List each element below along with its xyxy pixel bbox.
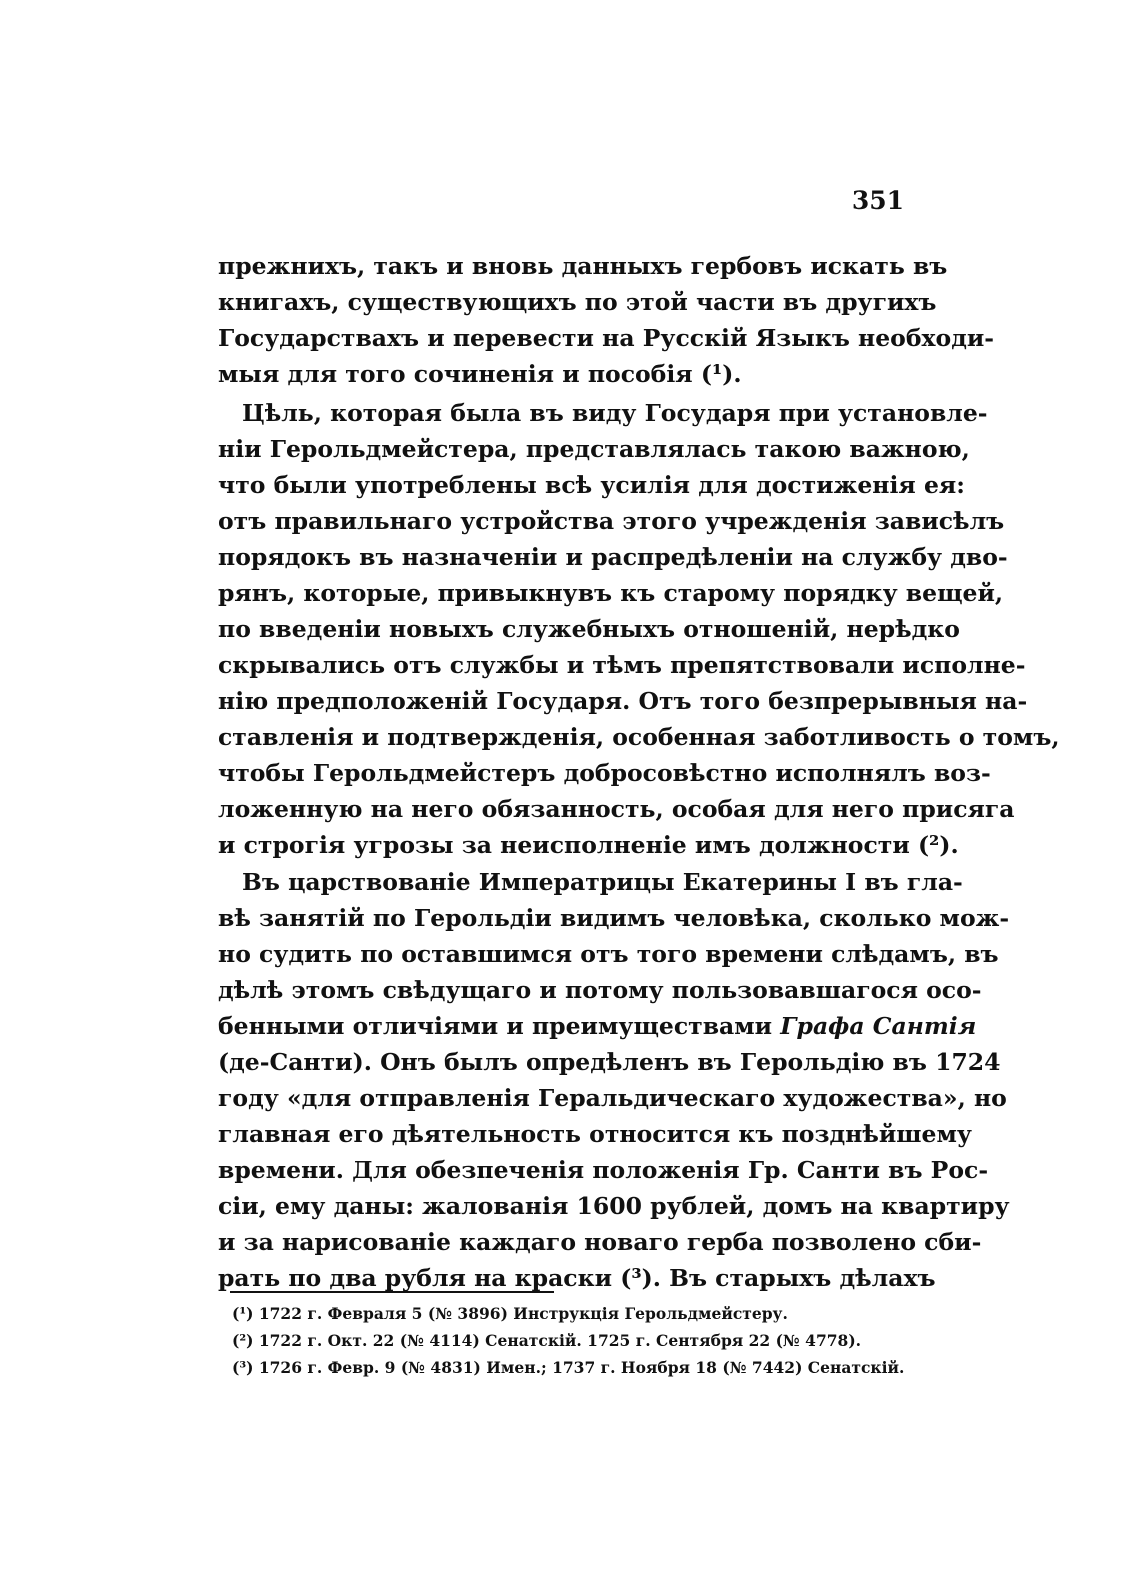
text-line: но судить по оставшимся отъ того времени слѣдамъ, въ xyxy=(218,940,999,968)
text-line: рянъ, которые, привыкнувъ къ старому порядку вещей, xyxy=(218,579,1004,607)
text-line: скрывались отъ службы и тѣмъ препятствовали исполне- xyxy=(218,651,1026,679)
text-line: ніи Герольдмейстера, представлялась такою важною, xyxy=(218,435,970,463)
text-line: что были употреблены всѣ усилія для достиженія ея: xyxy=(218,471,965,499)
text-line: отъ правильнаго устройства этого учрежденія зависѣлъ xyxy=(218,507,1005,535)
text-line: Цѣль, которая была въ виду Государя при установле- xyxy=(242,399,988,427)
text-line-with-italic xyxy=(218,1008,977,1044)
text-line: порядокъ въ назначеніи и распредѣленіи на службу дво- xyxy=(218,543,1008,571)
footnote-divider xyxy=(230,1291,554,1293)
text-line: ставленія и подтвержденія, особенная заботливость о томъ, xyxy=(218,723,1060,751)
text-line: вѣ занятій по Герольдіи видимъ человѣка, сколько мож- xyxy=(218,904,1010,932)
footnote: (¹) 1722 г. Февраля 5 (№ 3896) Инструкція Герольдмейстеру. xyxy=(232,1304,788,1323)
text-line: времени. Для обезпеченія положенія Гр. Санти въ Рос- xyxy=(218,1156,989,1184)
text-line: мыя для того сочиненія и пособія (¹). xyxy=(218,360,742,388)
text-line: рать по два рубля на краски (³). Въ старыхъ дѣлахъ xyxy=(218,1264,936,1292)
italic-name: Графа Сантія xyxy=(780,1012,977,1040)
text-line: главная его дѣятельность относится къ позднѣйшему xyxy=(218,1120,972,1148)
text-line: книгахъ, существующихъ по этой части въ другихъ xyxy=(218,288,937,316)
text-line: ложенную на него обязанность, особая для него присяга xyxy=(218,795,1015,823)
page-number: 351 xyxy=(851,186,904,215)
text-segment: бенными отличіями и преимуществами xyxy=(218,1012,773,1040)
text-line: сіи, ему даны: жалованія 1600 рублей, домъ на квартиру xyxy=(218,1192,1010,1220)
text-line: чтобы Герольдмейстеръ добросовѣстно исполнялъ воз- xyxy=(218,759,991,787)
text-line: по введеніи новыхъ служебныхъ отношеній, нерѣдко xyxy=(218,615,960,643)
text-line: Въ царствованіе Императрицы Екатерины I въ гла- xyxy=(242,868,963,896)
text-line: году «для отправленія Геральдическаго художества», но xyxy=(218,1084,1007,1112)
text-line: нію предположеній Государя. Отъ того безпрерывныя на- xyxy=(218,687,1028,715)
footnote: (²) 1722 г. Окт. 22 (№ 4114) Сенатскій. 1725 г. Сентября 22 (№ 4778). xyxy=(232,1331,862,1350)
text-line: прежнихъ, такъ и вновь данныхъ гербовъ искать въ xyxy=(218,252,948,280)
text-line: (де-Санти). Онъ былъ опредѣленъ въ Герольдію въ 1724 xyxy=(218,1048,1001,1076)
text-line: и строгія угрозы за неисполненіе имъ должности (²). xyxy=(218,831,959,859)
footnote: (³) 1726 г. Февр. 9 (№ 4831) Имен.; 1737 г. Ноября 18 (№ 7442) Сенатскій. xyxy=(232,1358,905,1377)
text-line: Государствахъ и перевести на Русскій Языкъ необходи- xyxy=(218,324,995,352)
text-line: дѣлѣ этомъ свѣдущаго и потому пользовавшагося осо- xyxy=(218,976,982,1004)
text-line: и за нарисованіе каждаго новаго герба позволено сби- xyxy=(218,1228,982,1256)
